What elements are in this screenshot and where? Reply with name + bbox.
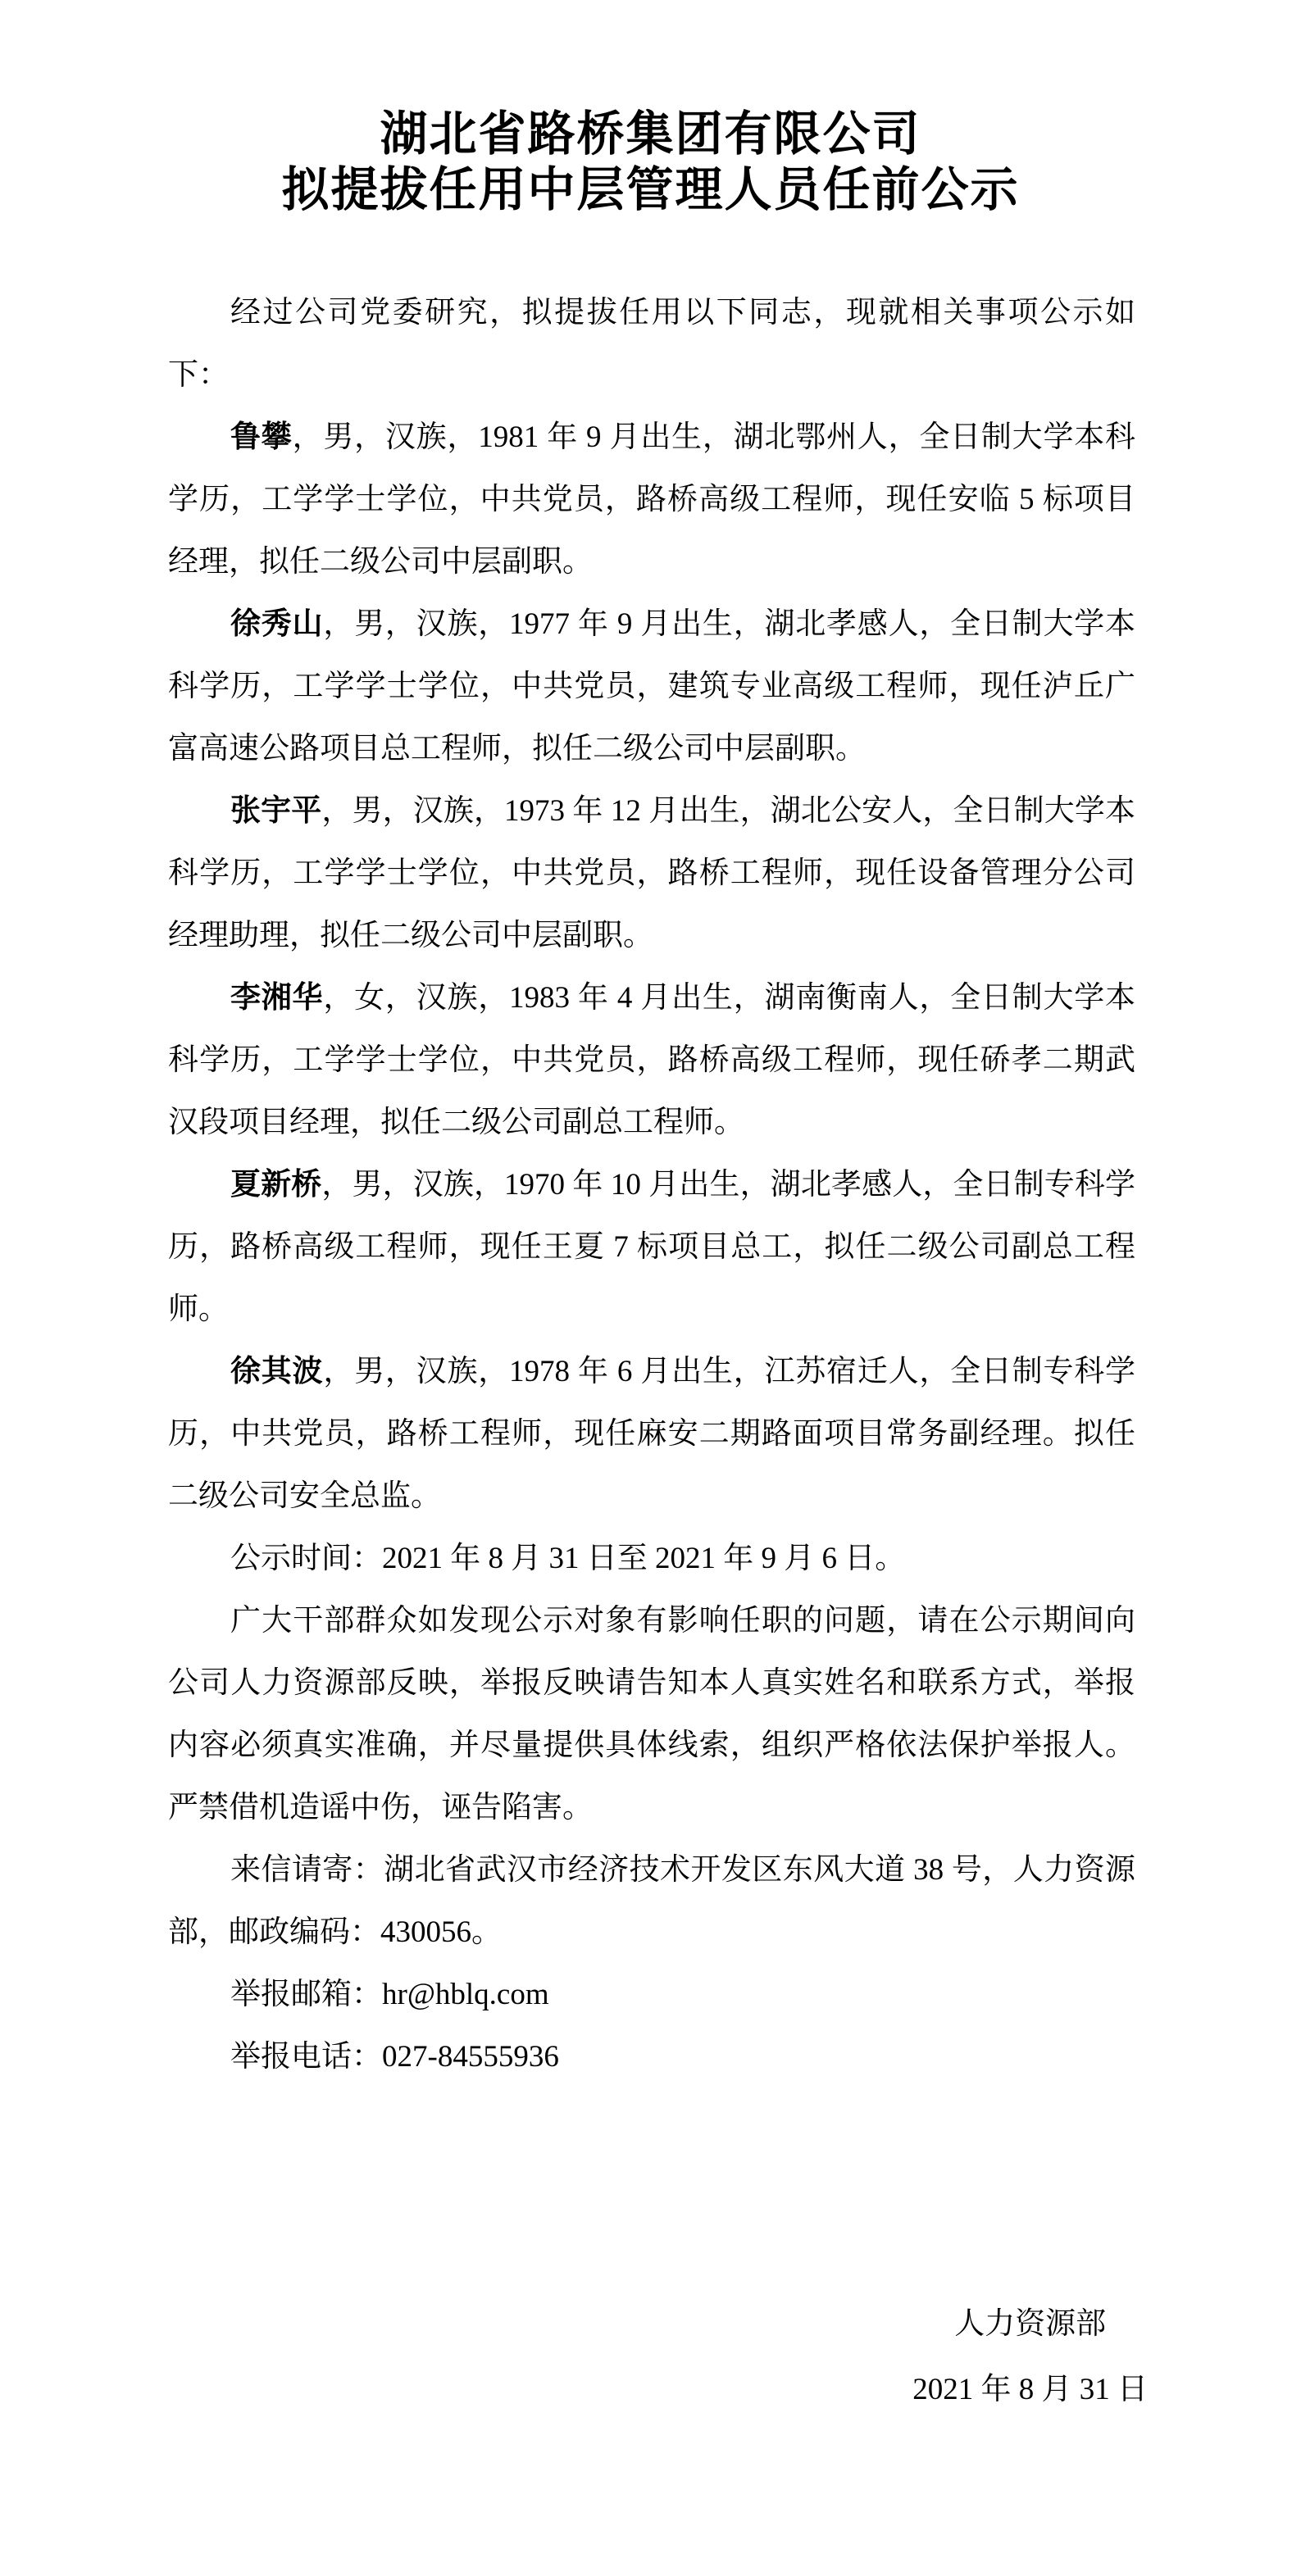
paragraph-reporting-instructions <box>168 1590 1135 1839</box>
paragraph-text: ，男，汉族，1970 年 10 月出生，湖北孝感人，全日制专科学历，路桥高级工程师，现任王夏 7 标项目总工，拟任二级公司副总工程师。 <box>168 1168 1136 1326</box>
paragraph-person-xuqibo <box>168 1341 1135 1528</box>
title-line-2: 拟提拔任用中层管理人员任前公示 <box>281 163 1020 216</box>
paragraph-person-lupan <box>168 407 1135 593</box>
person-name: 徐其波 <box>230 1355 324 1388</box>
signature-date: 2021 年 8 月 31 日 <box>912 2373 1148 2406</box>
paragraph-text: ，男，汉族，1977 年 9 月出生，湖北孝感人，全日制大学本科学历，工学学士学位，中共党员，建筑专业高级工程师，现任泸丘广富高速公路项目总工程师，拟任二级公司中层副职。 <box>168 607 1136 766</box>
paragraph-public-notice-period <box>168 1528 1135 1590</box>
paragraph-text: 举报电话：027-84555936 <box>230 2040 559 2074</box>
paragraph-text: ，男，汉族，1978 年 6 月出生，江苏宿迁人，全日制专科学历，中共党员，路桥工程师，现任麻安二期路面项目常务副经理。拟任二级公司安全总监。 <box>168 1355 1136 1513</box>
signature-department: 人力资源部 <box>954 2307 1107 2341</box>
paragraph-text: ，男，汉族，1973 年 12 月出生，湖北公安人，全日制大学本科学历，工学学士学位，中共党员，路桥工程师，现任设备管理分公司经理助理，拟任二级公司中层副职。 <box>168 794 1136 952</box>
document-body <box>168 282 1135 2088</box>
paragraph-text: 广大干部群众如发现公示对象有影响任职的问题，请在公示期间向公司人力资源部反映，举报反映请告知本人真实姓名和联系方式，举报内容必须真实准确，并尽量提供具体线索，组织严格依法保护举报人。严禁借机造谣中伤，诬告陷害。 <box>168 1604 1135 1824</box>
person-name: 李湘华 <box>230 981 324 1015</box>
paragraph-person-xiaxinqiao <box>168 1154 1135 1341</box>
paragraph-text: 来信请寄：湖北省武汉市经济技术开发区东风大道 38 号，人力资源部，邮政编码：430056。 <box>168 1853 1135 1949</box>
person-name: 夏新桥 <box>230 1168 322 1202</box>
paragraph-text: ，女，汉族，1983 年 4 月出生，湖南衡南人，全日制大学本科学历，工学学士学位，中共党员，路桥高级工程师，现任硚孝二期武汉段项目经理，拟任二级公司副总工程师。 <box>168 981 1136 1139</box>
paragraph-report-phone <box>168 2026 1135 2088</box>
paragraph-text: 经过公司党委研究，拟提拔任用以下同志，现就相关事项公示如下： <box>168 296 1135 392</box>
person-name: 徐秀山 <box>230 607 324 641</box>
paragraph-person-xuxiushan <box>168 593 1135 780</box>
paragraph-mailing-address <box>168 1839 1135 1964</box>
paragraph-person-zhangyuping <box>168 780 1135 967</box>
document-title <box>0 0 1301 218</box>
paragraph-intro <box>168 282 1135 407</box>
paragraph-text: 举报邮箱：hr@hblq.com <box>230 1978 549 2011</box>
paragraph-text: ，男，汉族，1981 年 9 月出生，湖北鄂州人，全日制大学本科学历，工学学士学位，中共党员，路桥高级工程师，现任安临 5 标项目经理，拟任二级公司中层副职。 <box>168 420 1136 579</box>
paragraph-report-email <box>168 1964 1135 2026</box>
paragraph-person-lixianghua <box>168 967 1135 1154</box>
paragraph-text: 公示时间：2021 年 8 月 31 日至 2021 年 9 月 6 日。 <box>230 1542 906 1575</box>
person-name: 张宇平 <box>230 794 322 828</box>
person-name: 鲁攀 <box>230 420 293 454</box>
signature-block <box>912 2292 1148 2423</box>
title-line-1: 湖北省路桥集团有限公司 <box>380 107 921 161</box>
